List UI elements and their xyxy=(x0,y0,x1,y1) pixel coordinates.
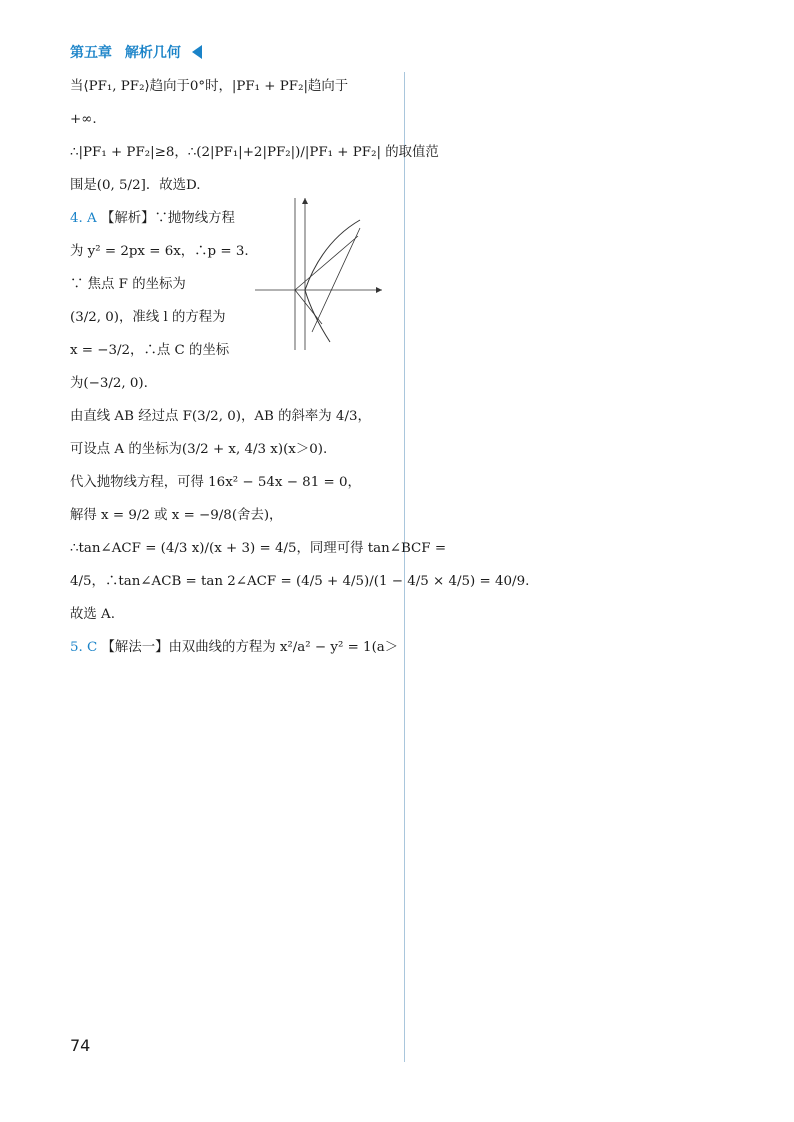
line-text: ∵ 焦点 F 的坐标为 xyxy=(70,277,186,292)
left-column-line xyxy=(70,136,439,169)
chapter-title: 解析几何 xyxy=(124,45,181,61)
line-text: (3/2, 0)，准线 l 的方程为 xyxy=(70,310,226,325)
question-number: 4. A xyxy=(70,211,97,226)
line-text: 4/5，∴tan∠ACB = tan 2∠ACF = (4/5 + 4/5)/(1 − 4/5 × 4/5) = 40/9. xyxy=(70,574,530,589)
line-text: 当⟨PF₁, PF₂⟩趋向于0°时，|PF₁ + PF₂|趋向于 xyxy=(70,79,349,94)
left-column-line xyxy=(70,565,530,598)
line-text: 为(−3/2, 0). xyxy=(70,376,148,391)
left-column-line xyxy=(70,598,388,631)
line-text: x = −3/2，∴点 C 的坐标 xyxy=(70,343,230,358)
line-text: 可设点 A 的坐标为(3/2 + x, 4/3 x)(x＞0). xyxy=(70,442,328,457)
left-column xyxy=(70,70,530,664)
left-column-line xyxy=(70,367,388,400)
line-text: 故选 A. xyxy=(70,607,115,622)
line-text: 解得 x = 9/2 或 x = −9/8(舍去)， xyxy=(70,508,283,523)
x-axis-arrow-icon xyxy=(376,287,382,293)
question-number: 5. C xyxy=(70,640,98,655)
line-text: ∴|PF₁ + PF₂|≥8，∴(2|PF₁|+2|PF₂|)/|PF₁ + PF₂| 的取值范 xyxy=(70,145,439,160)
line-text: +∞. xyxy=(70,112,97,127)
line-text: 代入抛物线方程，可得 16x² − 54x − 81 = 0， xyxy=(70,475,361,490)
left-column-line xyxy=(70,103,388,136)
left-column-line xyxy=(70,433,388,466)
left-column-line xyxy=(70,631,399,664)
line-ab xyxy=(312,228,360,332)
line-text: ∴tan∠ACF = (4/3 x)/(x + 3) = 4/5，同理可得 tan∠BCF = xyxy=(70,541,447,556)
line-ca xyxy=(295,236,358,290)
y-axis-arrow-icon xyxy=(302,198,308,204)
left-column-line xyxy=(70,400,388,433)
left-column-line xyxy=(70,466,388,499)
left-column-line xyxy=(70,532,447,565)
line-text: 为 y² = 2px = 6x，∴p = 3. xyxy=(70,244,249,259)
line-text: 围是(0, 5/2]．故选D. xyxy=(70,178,201,193)
column-divider xyxy=(404,72,405,1062)
triangle-marker-icon xyxy=(192,45,202,59)
line-text: 由直线 AB 经过点 F(3/2, 0)，AB 的斜率为 4/3， xyxy=(70,409,371,424)
parabola-figure xyxy=(250,192,385,352)
left-column-line xyxy=(70,70,388,103)
page-header xyxy=(70,42,202,64)
line-text: 【解析】∵抛物线方程 xyxy=(100,211,235,226)
line-text: 【解法一】由双曲线的方程为 x²/a² − y² = 1(a＞ xyxy=(101,640,399,655)
left-column-line xyxy=(70,499,388,532)
parabola-curve xyxy=(305,220,360,342)
chapter-label: 第五章 xyxy=(70,45,112,61)
page-number: 74 xyxy=(70,1036,91,1055)
